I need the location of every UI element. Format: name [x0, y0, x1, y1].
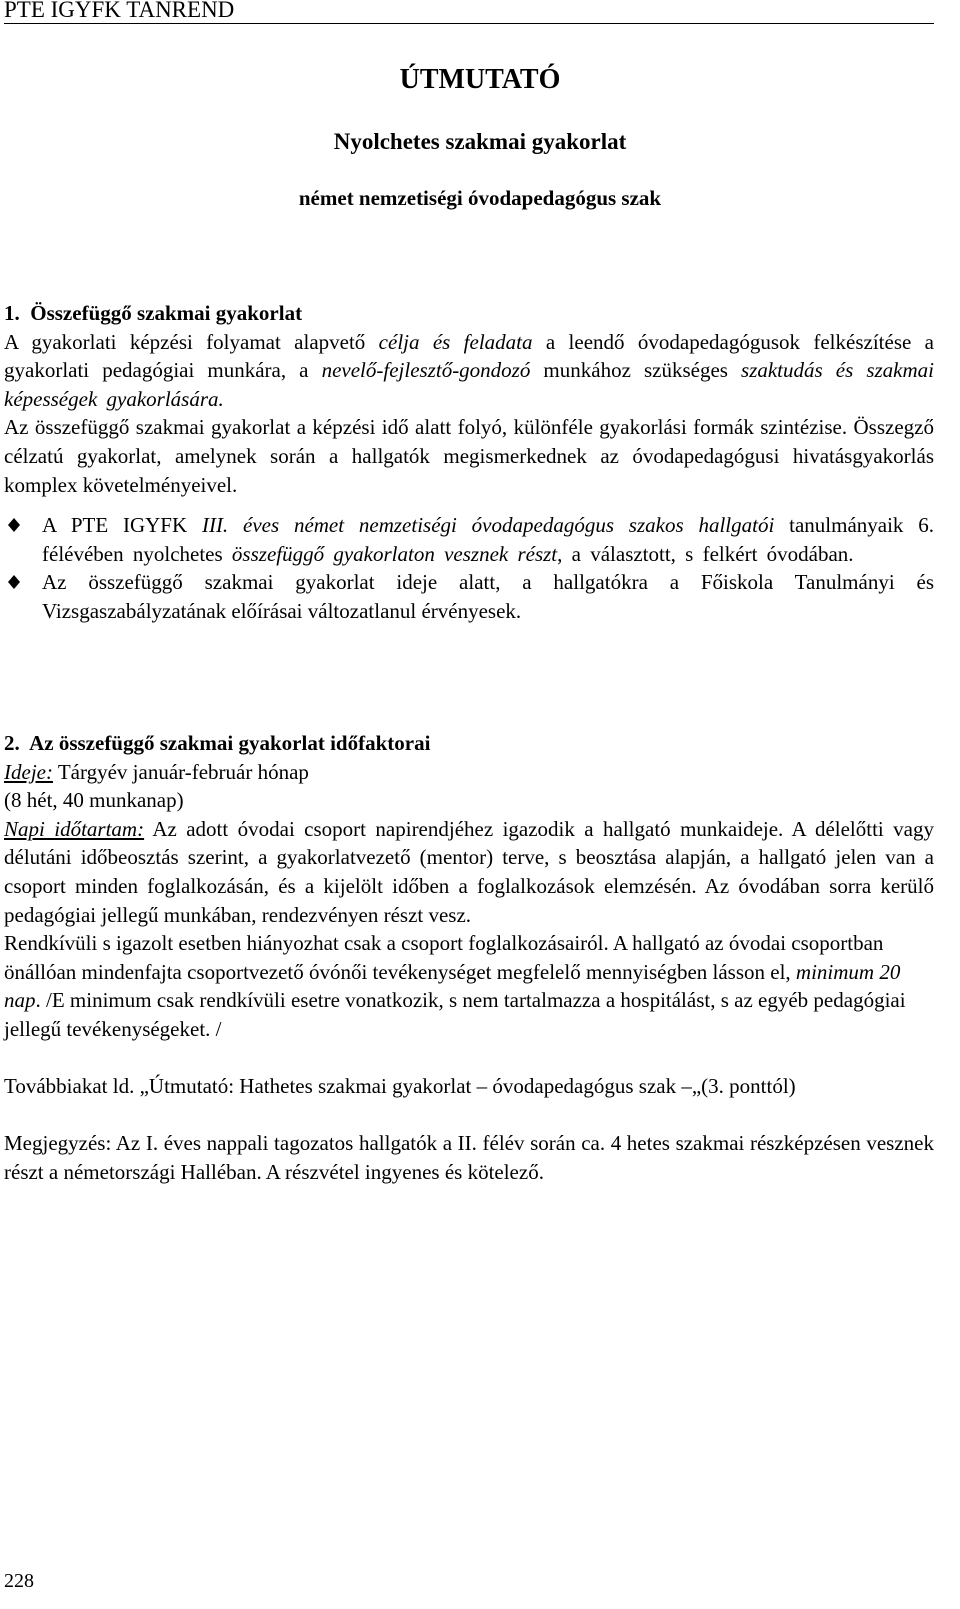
- ideje-label: Ideje:: [4, 759, 53, 784]
- document-title: ÚTMUTATÓ: [399, 64, 561, 95]
- text-run: , a választott, s felkért óvodában.: [557, 541, 854, 566]
- megjegyzes-paragraph: Megjegyzés: Az I. éves nappali tagozatos hallgatók a II. félév során ca. 4 hetes szakmai részképzésen vesznek részt a németországi Halléban. A részvétel ingyenes és kötelező.: [4, 1131, 934, 1184]
- text-run-italic: összefüggő gyakorlaton vesznek részt: [231, 541, 558, 566]
- ideje-detail: (8 hét, 40 munkanap): [4, 788, 184, 813]
- rendkivuli-paragraph: [4, 929, 934, 1043]
- bullet-item-1: [4, 511, 934, 568]
- section-1-paragraph-2: Az összefüggő szakmai gyakorlat a képzési idő alatt folyó, különféle gyakorlási formák szintézise. Összegző célzatú gyakorlat, amelynek során a hallgatók megismerkednek az óvodapedagógusi hivatásgyakorlás komplex követelményeivel.: [4, 415, 934, 497]
- header-rule: [4, 23, 934, 24]
- text-run-italic: célja és feladata: [378, 329, 533, 354]
- section-1-heading: 1. Összefüggő szakmai gyakorlat: [4, 301, 303, 325]
- text-run: Rendkívüli s igazolt esetben hiányozhat csak a csoport foglalkozásairól. A hallgató az óvodai csoportban önállóan mindenfajta csoportvezető óvónői tevékenységet megfelelő mennyiségben lásson el,: [4, 931, 884, 984]
- section-1: [4, 299, 934, 626]
- section-2-heading: [4, 729, 934, 758]
- text-run-italic: minimum 20 nap: [4, 959, 901, 1013]
- text-run: a leendő óvodapedagógusok felkészítése a gyakorlati pedagógiai munkára, a: [4, 329, 934, 383]
- heading-text: Az összefüggő szakmai gyakorlat időfaktorai: [29, 731, 431, 755]
- diamond-bullet-icon: [8, 518, 20, 532]
- page-number: 228: [4, 1570, 34, 1592]
- text-run: A PTE IGYFK: [42, 513, 202, 538]
- ideje-line: [4, 758, 934, 787]
- program-name: német nemzetiségi óvodapedagógus szak: [298, 186, 662, 210]
- napi-label: Napi időtartam:: [4, 816, 145, 841]
- text-run-italic: nevelő-fejlesztő-gondozó: [321, 358, 531, 383]
- running-header: PTE IGYFK TANREND: [4, 0, 235, 22]
- diamond-bullet-icon: [8, 575, 20, 589]
- tovabbiakat-line: Továbbiakat ld. „Útmutató: Hathetes szakmai gyakorlat – óvodapedagógus szak –„(3. ponttól): [4, 1074, 796, 1099]
- ideje-value: Tárgyév január-február hónap: [52, 759, 309, 784]
- text-run: tanulmányaik 6. félévében nyolchetes: [42, 513, 934, 566]
- napi-paragraph: [4, 815, 934, 929]
- text-run-italic: III. éves német nemzetiségi óvodapedagógus szakos hallgatói: [201, 513, 775, 538]
- document-subtitle: Nyolchetes szakmai gyakorlat: [333, 129, 627, 154]
- text-run: A gyakorlati képzési folyamat alapvető: [4, 329, 379, 354]
- bullet-item-2: [4, 568, 934, 625]
- text-run: . /E minimum csak rendkívüli esetre vonatkozik, s nem tartalmazza a hospitálást, s az egyéb pedagógiai jellegű tevékenységeket. /: [4, 988, 906, 1041]
- text-run-italic: szaktudás és szakmai képességek gyakorlására.: [4, 358, 934, 411]
- text-run: Az összefüggő szakmai gyakorlat ideje alatt, a hallgatókra a Főiskola Tanulmányi és Vizsgaszabályzatának előírásai változatlanul érvényesek.: [42, 570, 934, 623]
- heading-number: 2.: [4, 731, 30, 755]
- section-2: [4, 729, 934, 1187]
- section-1-paragraph-1: [4, 328, 934, 414]
- napi-value: Az adott óvodai csoport napirendjéhez igazodik a hallgató munkaideje. A délelőtti vagy délutáni időbeosztás szerint, a gyakorlatvezető (mentor) terve, s beosztása alapján, a hallgató jelen van a csoport minden foglalkozásán, és a kijelölt időben a foglalkozások elemzésén. Az óvodában sorra kerülő pedagógiai jellegű munkában, rendezvényen részt vesz.: [4, 816, 934, 927]
- text-run: munkához szükséges: [530, 358, 742, 383]
